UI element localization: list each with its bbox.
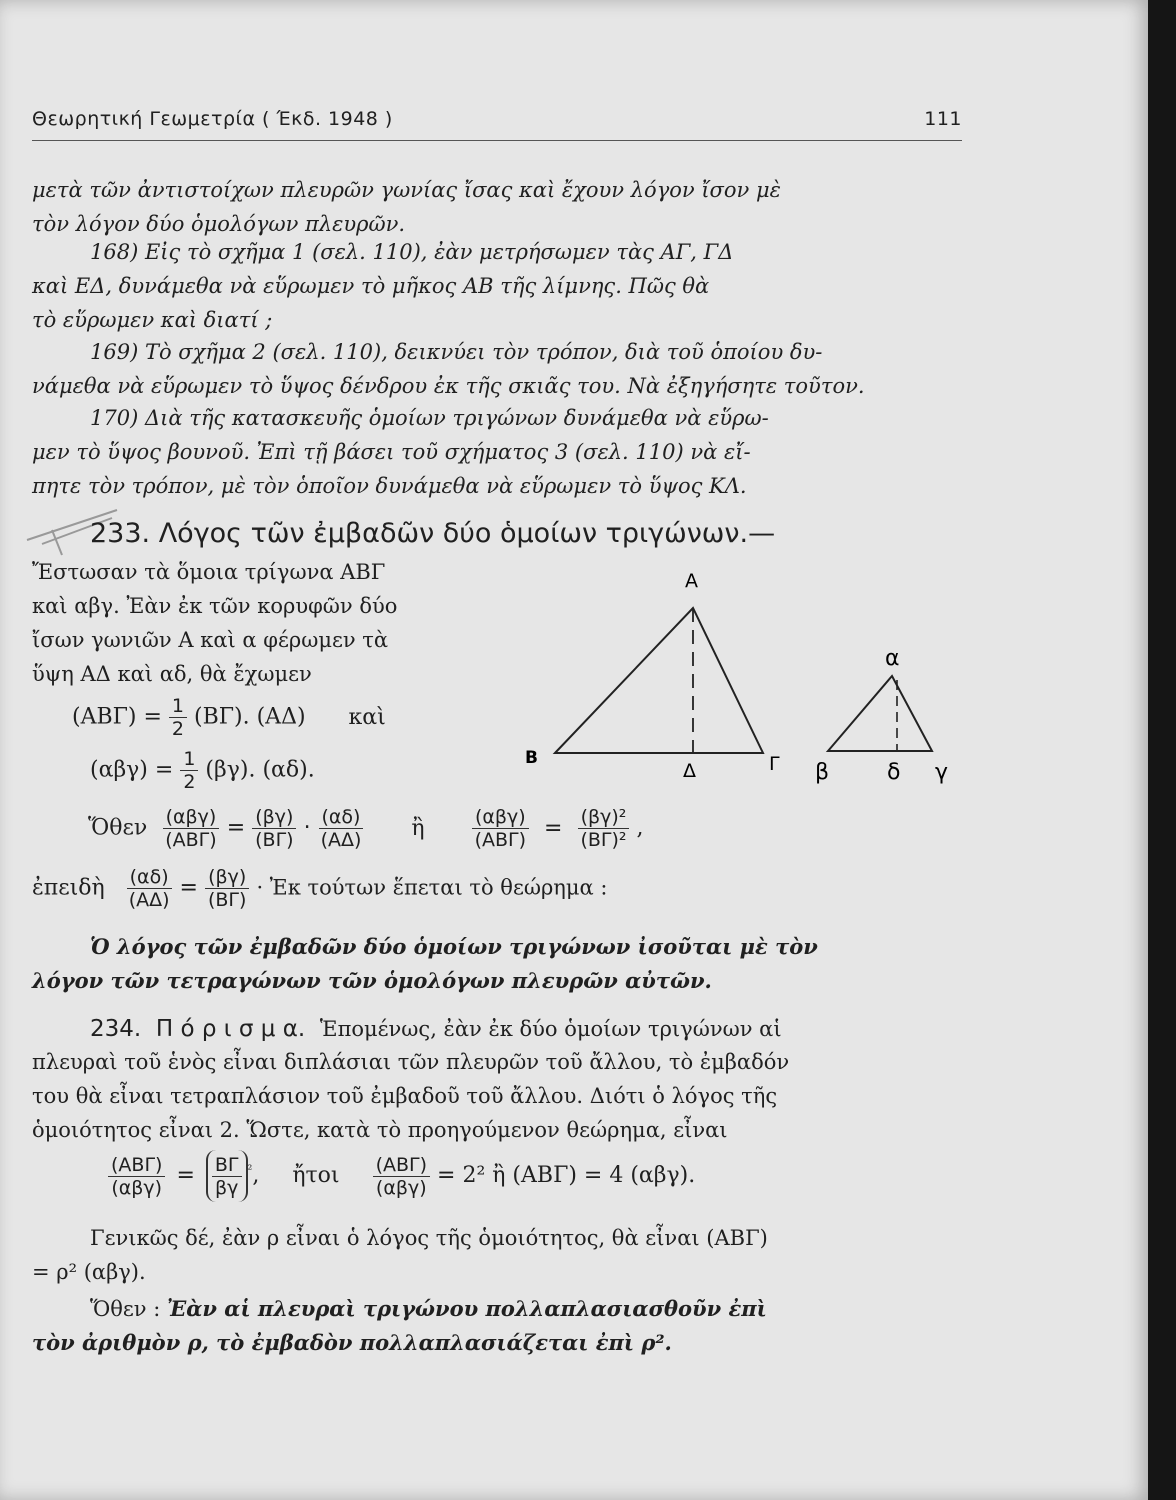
fraction-half: $\frac{1}{2}$ — [169, 695, 187, 740]
theorem-line: Ὁ λόγος τῶν ἐμβαδῶν δύο ὁμοίων τριγώνων ἰσοῦται μὲ τὸν — [90, 934, 818, 959]
label-g: γ — [935, 760, 949, 785]
label-D: Δ — [683, 760, 696, 782]
parenthesized-ratio — [206, 1150, 248, 1202]
section-233-line: Ἔστωσαν τὰ ὅμοια τρίγωνα ΑΒΓ — [32, 560, 386, 584]
ratio-equation: Ὅθεν $\frac{\text{(αβγ)}}{\text{(ΑΒΓ)}}$ = $\frac{(\beta\gamma)}{(B\Gamma)}$ · $\frac{(\alpha\delta)}{(A\Delta)}$ ἢ $\frac{\text{(αβγ)}}{\text{(ΑΒΓ)}}$ = $\frac{\text{(βγ)²}}{\text{(ΒΓ)²}}$ , — [88, 806, 644, 851]
fraction: $\frac{\text{(ΑΒΓ)}}{\text{(αβγ)}}$ — [108, 1154, 165, 1199]
section-233-line: ἴσων γωνιῶν Α καὶ α φέρωμεν τὰ — [32, 628, 389, 652]
label-a: α — [885, 646, 900, 671]
section-234-first-line — [90, 1016, 782, 1042]
exercise-168-line: τὸ εὕρωμεν καὶ διατί ; — [32, 308, 273, 332]
fraction: $\frac{(\beta\gamma)}{(B\Gamma)}$ — [205, 866, 249, 911]
fraction: $\frac{\text{(αβγ)}}{\text{(ΑΒΓ)}}$ — [472, 806, 529, 851]
fraction: $\frac{(\alpha\delta)}{(A\Delta)}$ — [126, 866, 173, 911]
final-statement-line — [90, 1296, 767, 1321]
formula-left: (αβγ) = — [90, 757, 174, 783]
final-statement-line: τὸν ἀριθμὸν ρ, τὸ ἐμβαδὸν πολλαπλασιάζεται ἐπὶ ρ². — [32, 1330, 672, 1355]
fraction: $\frac{B\Gamma}{\beta\gamma}$ — [212, 1154, 242, 1199]
follows-text: · Ἐκ τούτων ἕπεται τὸ θεώρημα : — [256, 875, 608, 900]
section-233-heading: 233. Λόγος τῶν ἐμβαδῶν δύο ὁμοίων τριγώνων.— — [90, 518, 776, 549]
section-233-line: ὕψη ΑΔ καὶ αδ, θὰ ἔχωμεν — [32, 662, 312, 686]
section-234-line: ὁμοιότητος εἶναι 2. Ὥστε, κατὰ τὸ προηγούμενον θεώρημα, εἶναι — [32, 1118, 728, 1142]
fraction: $\frac{\text{(βγ)²}}{\text{(ΒΓ)²}}$ — [577, 806, 629, 851]
book-binding-shadow — [1148, 0, 1176, 1500]
label-A: Α — [685, 570, 698, 592]
final-statement-text: Ἐὰν αἱ πλευραὶ τριγώνου πολλαπλασιασθοῦν ἐπὶ — [166, 1296, 767, 1321]
fraction-half: $\frac{1}{2}$ — [180, 748, 198, 793]
epeidi-equation: ἐπειδὴ $\frac{(\alpha\delta)}{(A\Delta)}$ = $\frac{(\beta\gamma)}{(B\Gamma)}$ · Ἐκ τούτων ἕπεται τὸ θεώρημα : — [32, 866, 608, 911]
fraction: $\frac{(\alpha\delta)}{(A\Delta)}$ — [318, 806, 365, 851]
othen-word: Ὅθεν — [88, 815, 148, 841]
area-formula-big — [72, 695, 386, 740]
exercise-170-line: πητε τὸν τρόπον, μὲ τὸν ὁποῖον δυνάμεθα νὰ εὕρωμεν τὸ ὕψος ΚΛ. — [32, 474, 747, 498]
page-header — [32, 106, 962, 141]
section-234-line: πλευραὶ τοῦ ἑνὸς εἶναι διπλάσιαι τῶν πλευρῶν τοῦ ἄλλου, τὸ ἐμβαδόν — [32, 1050, 790, 1074]
section-234-number: 234. — [90, 1016, 142, 1042]
formula-left: (ΑΒΓ) = — [72, 704, 162, 730]
formula-right: (βγ). (αδ). — [205, 757, 315, 783]
running-title: Θεωρητική Γεωμετρία ( Έκδ. 1948 ) — [32, 108, 393, 130]
theorem-line: λόγον τῶν τετραγώνων τῶν ὁμολόγων πλευρῶν αὐτῶν. — [32, 968, 712, 993]
area-formula-small — [90, 748, 315, 793]
section-234-text: Ἑπομένως, ἐὰν ἐκ δύο ὁμοίων τριγώνων αἱ — [319, 1017, 782, 1041]
conjunction-kai: καὶ — [348, 704, 386, 730]
epeidi-word: ἐπειδὴ — [32, 875, 105, 901]
triangle-ABG — [555, 608, 763, 753]
label-d: δ — [887, 760, 901, 785]
exercise-169-line: νάμεθα νὰ εὕρωμεν τὸ ὕψος δένδρου ἐκ τῆς σκιᾶς του. Νὰ ἐξηγήσητε τοῦτον. — [32, 374, 865, 398]
label-b: β — [815, 760, 830, 785]
fraction: $\frac{(\beta\gamma)}{(B\Gamma)}$ — [252, 806, 296, 851]
exercise-text-line: τὸν λόγον δύο ὁμολόγων πλευρῶν. — [32, 212, 406, 236]
or-word: ἢ — [411, 815, 425, 841]
similar-triangles-figure — [515, 565, 965, 790]
itoi-word: ἤτοι — [292, 1163, 340, 1188]
exercise-169-line: 169) Τὸ σχῆμα 2 (σελ. 110), δεικνύει τὸν τρόπον, διὰ τοῦ ὁποίου δυ- — [90, 340, 823, 364]
exercise-168-line: καὶ ΕΔ, δυνάμεθα νὰ εὕρωμεν τὸ μῆκος ΑΒ τῆς λίμνης. Πῶς θὰ — [32, 274, 710, 298]
fraction: $\frac{\text{(αβγ)}}{\text{(ΑΒΓ)}}$ — [162, 806, 219, 851]
corollary-equation: $\frac{\text{(ΑΒΓ)}}{\text{(αβγ)}}$ = $\frac{B\Gamma}{\beta\gamma}$ $^{^2}$, ἤτοι $\frac{\text{(ΑΒΓ)}}{\text{(αβγ)}}$ = 2² ἢ (ΑΒΓ) = 4 (αβγ). — [108, 1150, 695, 1202]
exercise-170-line: μεν τὸ ὕψος βουνοῦ. Ἐπὶ τῇ βάσει τοῦ σχήματος 3 (σελ. 110) νὰ εἴ- — [32, 440, 751, 464]
exercise-text-line: μετὰ τῶν ἀντιστοίχων πλευρῶν γωνίας ἴσας καὶ ἔχουν λόγον ἴσον μὲ — [32, 178, 781, 202]
exercise-170-line: 170) Διὰ τῆς κατασκευῆς ὁμοίων τριγώνων δυνάμεθα νὰ εὕρω- — [90, 406, 769, 430]
page-number: 111 — [924, 108, 962, 130]
fraction: $\frac{\text{(ΑΒΓ)}}{\text{(αβγ)}}$ — [373, 1154, 430, 1199]
label-B: Β — [525, 748, 538, 768]
label-G: Γ — [769, 753, 780, 775]
general-line: = ρ² (αβγ). — [32, 1260, 146, 1284]
section-234-line: του θὰ εἶναι τετραπλάσιον τοῦ ἐμβαδοῦ τοῦ ἄλλου. Διότι ὁ λόγος τῆς — [32, 1084, 778, 1108]
section-234-title: Π ό ρ ι σ μ α. — [155, 1016, 306, 1042]
triangle-abg — [828, 676, 932, 751]
section-233-line: καὶ αβγ. Ἐὰν ἐκ τῶν κορυφῶν δύο — [32, 594, 398, 618]
exercise-168-line: 168) Εἰς τὸ σχῆμα 1 (σελ. 110), ἐὰν μετρήσωμεν τὰς ΑΓ, ΓΔ — [90, 240, 734, 264]
othen-word: Ὅθεν : — [90, 1297, 161, 1321]
corollary-result: 2² ἢ (ΑΒΓ) = 4 (αβγ). — [462, 1163, 696, 1188]
formula-right: (ΒΓ). (ΑΔ) — [194, 704, 306, 730]
general-line: Γενικῶς δέ, ἐὰν ρ εἶναι ὁ λόγος τῆς ὁμοιότητος, θὰ εἶναι (ΑΒΓ) — [90, 1226, 768, 1250]
